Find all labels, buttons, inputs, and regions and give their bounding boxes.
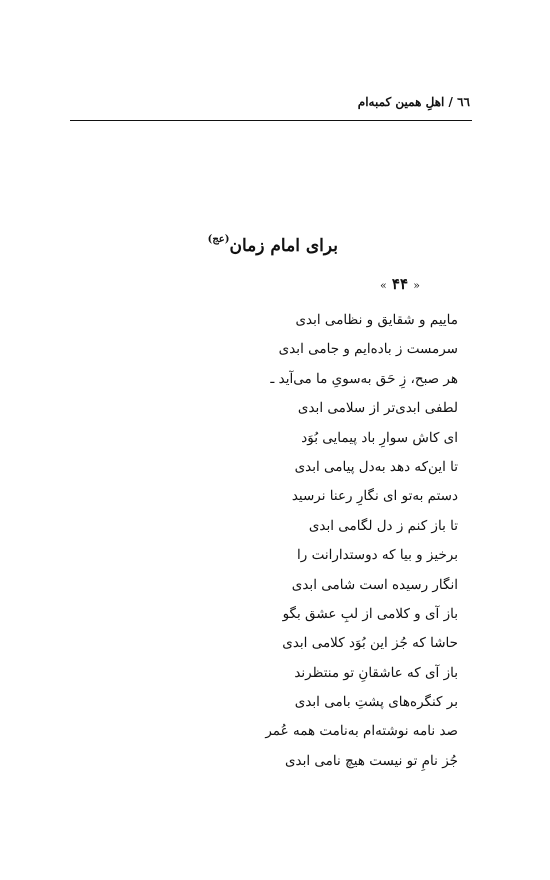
poem-number bbox=[380, 273, 420, 297]
running-head: ٦٦ / اهلِ همین کمبه‌ام bbox=[357, 95, 470, 109]
verse-line: باز آی که عاشقانِ تو منتظرند bbox=[294, 664, 458, 681]
poem-title-superscript: (عج) bbox=[207, 234, 230, 245]
verse-line: ای کاش سوارِ باد پیمایی بُوَد bbox=[301, 429, 458, 446]
poem-title bbox=[208, 228, 338, 258]
verse-line: باز آی و کلامی از لبِ عشق بگو bbox=[282, 605, 458, 622]
poem-verses bbox=[265, 306, 458, 776]
verse-line: انگار رسیده است شامی ابدی bbox=[291, 576, 458, 593]
verse-line: بر کنگره‌های پشتِ بامی ابدی bbox=[294, 694, 458, 711]
poem-title-text: برای امام زمان bbox=[229, 236, 338, 256]
verse-line: صد نامه نوشته‌ام به‌نامت همه عُمر bbox=[265, 723, 458, 740]
verse-line: ماییم و شقایق و نظامی ابدی bbox=[295, 312, 458, 328]
verse-line: حاشا که جُز این بُوَد کلامی ابدی bbox=[282, 635, 458, 652]
verse-line: سرمست ز باده‌ایم و جامی ابدی bbox=[278, 341, 458, 358]
verse-line: هر صبح، زِ حَق به‌سویِ ما می‌آید ـ bbox=[270, 370, 458, 387]
poem-number-close-mark: » bbox=[379, 279, 387, 292]
verse-line: برخیز و بیا که دوستدارانت را bbox=[297, 547, 458, 564]
verse-line: دستم به‌تو ای نگارِ رعنا نرسید bbox=[291, 488, 458, 505]
verse-line: لطفی ابدی‌تر از سلامی ابدی bbox=[297, 400, 458, 417]
header-rule bbox=[70, 120, 472, 121]
verse-line: تا باز کنم ز دل لگامی ابدی bbox=[308, 517, 458, 534]
poem-number-open-mark: « bbox=[413, 279, 420, 292]
poem-number-value: ۴۴ bbox=[391, 275, 409, 293]
verse-line: تا این‌که دهد به‌دل پیامی ابدی bbox=[294, 458, 458, 475]
verse-line: جُز نامِ تو نیست هیچ نامی ابدی bbox=[284, 752, 458, 769]
